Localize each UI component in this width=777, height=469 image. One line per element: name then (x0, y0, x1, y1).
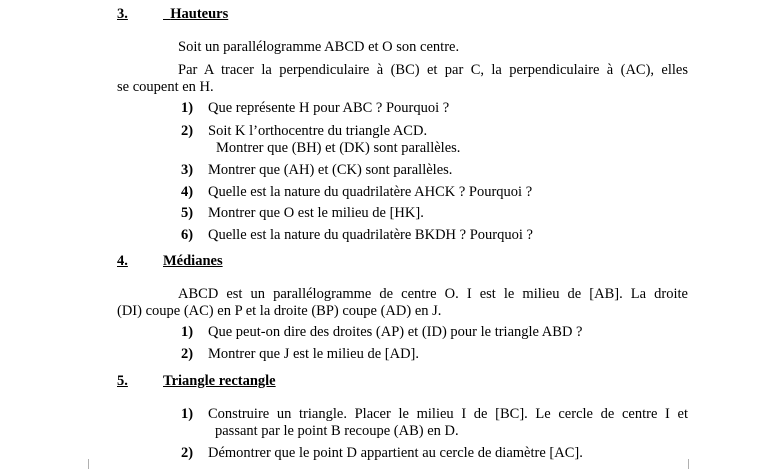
question-text: Quelle est la nature du quadrilatère AHCK ? Pourquoi ? (208, 184, 533, 200)
section-title-text: Hauteurs (170, 6, 229, 22)
section-number: 4. (117, 253, 128, 269)
intro-line: (DI) coupe (AC) en P et la droite (BP) coupe (AD) en J. (117, 303, 442, 319)
question-text: Démontrer que le point D appartient au cercle de diamètre [AC]. (208, 445, 583, 461)
question-text: Que représente H pour ABC ? Pourquoi ? (208, 100, 450, 116)
section-title: Médianes (163, 253, 223, 269)
question-text: Construire un triangle. Placer le milieu I de [BC]. Le cercle de centre I et (208, 406, 688, 422)
question-number: 4) (181, 184, 194, 200)
page-margin-marker (688, 459, 689, 469)
question-number: 2) (181, 123, 194, 139)
question-number: 5) (181, 205, 194, 221)
question-number: 3) (181, 162, 194, 178)
page-margin-marker (88, 459, 89, 469)
question-number: 2) (181, 346, 194, 362)
intro-line: Par A tracer la perpendiculaire à (BC) et par C, la perpendiculaire à (AC), elles (178, 62, 688, 78)
question-number: 1) (181, 406, 194, 422)
section-number: 5. (117, 373, 128, 389)
question-text-continuation: Montrer que (BH) et (DK) sont parallèles. (216, 140, 461, 156)
question-number: 6) (181, 227, 194, 243)
section-title: Triangle rectangle (163, 373, 276, 389)
question-text: Que peut-on dire des droites (AP) et (ID) pour le triangle ABD ? (208, 324, 583, 340)
section-number: 3. (117, 6, 128, 22)
intro-line: ABCD est un parallélogramme de centre O. I est le milieu de [AB]. La droite (178, 286, 688, 302)
section-title (163, 6, 228, 23)
question-text: Soit K l’orthocentre du triangle ACD. (208, 123, 428, 139)
question-text: Montrer que J est le milieu de [AD]. (208, 346, 420, 362)
question-number: 1) (181, 324, 194, 340)
question-number: 1) (181, 100, 194, 116)
question-text-continuation: passant par le point B recoupe (AB) en D. (215, 423, 459, 439)
intro-line: Soit un parallélogramme ABCD et O son centre. (178, 39, 460, 55)
intro-line: se coupent en H. (117, 79, 214, 95)
question-number: 2) (181, 445, 194, 461)
question-text: Montrer que O est le milieu de [HK]. (208, 205, 424, 221)
question-text: Quelle est la nature du quadrilatère BKDH ? Pourquoi ? (208, 227, 533, 243)
question-text: Montrer que (AH) et (CK) sont parallèles. (208, 162, 453, 178)
